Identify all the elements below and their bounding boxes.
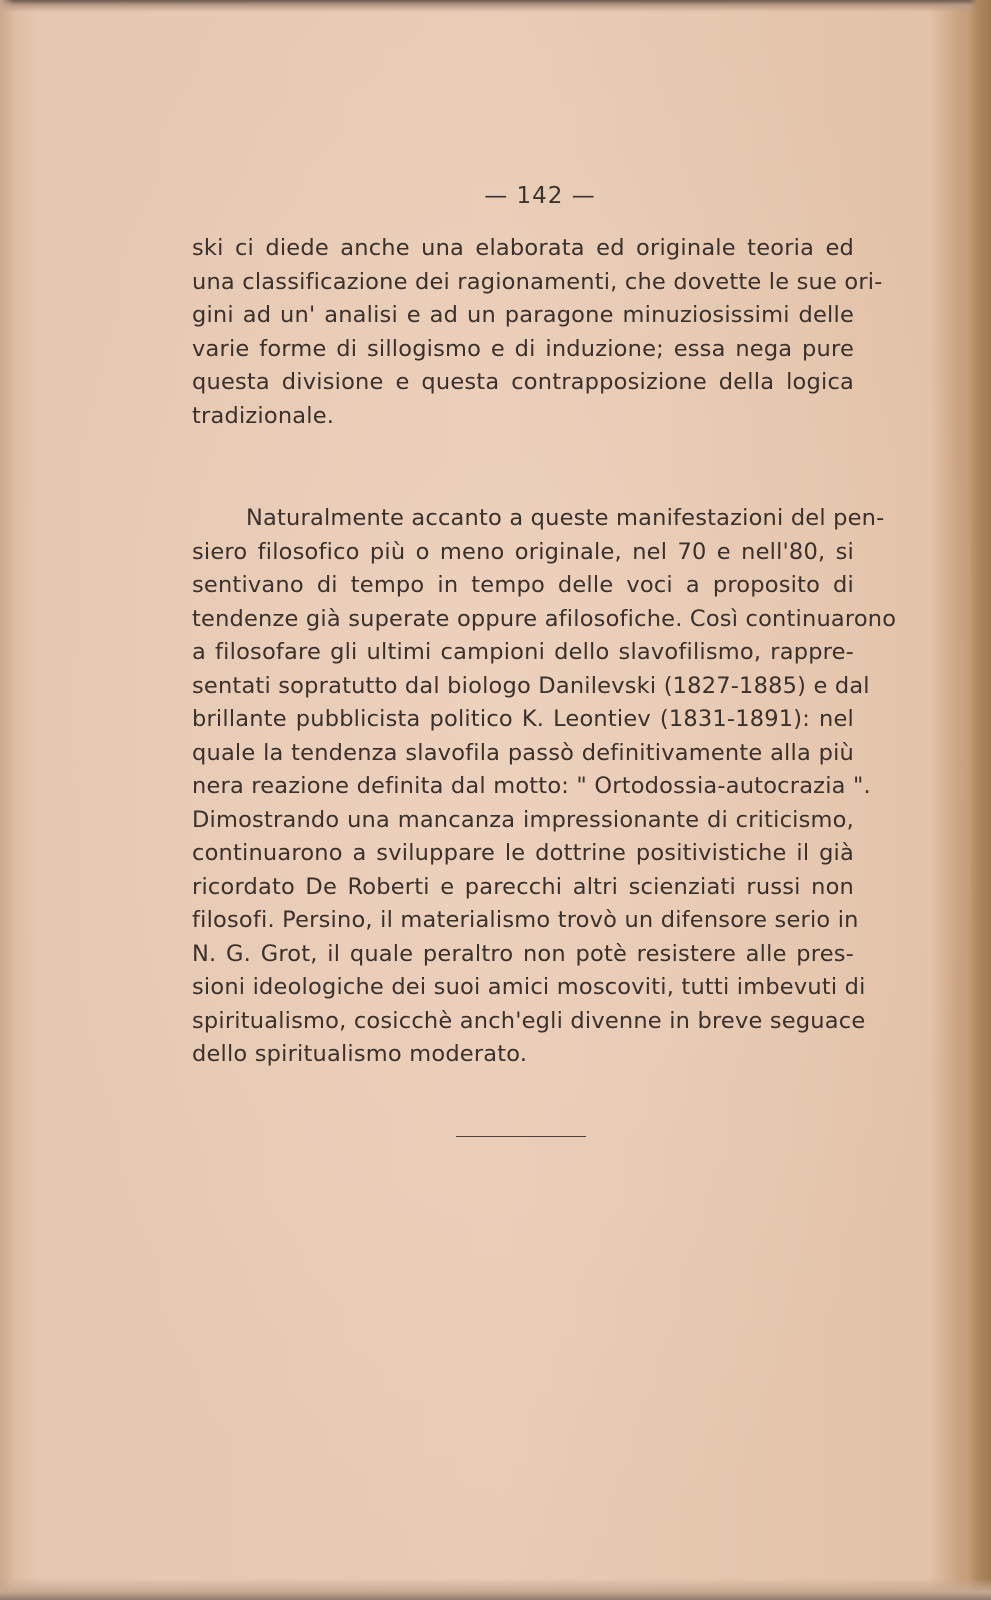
- text-line: filosofi. Persino, il materialismo trovò un difensore serio in: [192, 907, 859, 933]
- paragraph-2: [192, 502, 897, 1072]
- text-line: sentati sopratutto dal biologo Danilevski (1827-1885) e dal: [192, 672, 870, 699]
- text-line: sentivano di tempo in tempo delle voci a proposito di: [192, 572, 854, 598]
- text-line: quale la tendenza slavofila passò definitivamente alla più: [192, 739, 854, 766]
- text-line: a filosofare gli ultimi campioni dello slavofilismo, rappre-: [192, 639, 854, 665]
- text-line: tradizionale.: [192, 402, 335, 429]
- page-number: — 142 —: [484, 183, 596, 209]
- text-line: dello spiritualismo moderato.: [192, 1041, 528, 1067]
- top-page-shadow: [0, 0, 991, 12]
- text-line: una classificazione dei ragionamenti, che dovette le sue ori-: [192, 268, 883, 295]
- paragraph-1: [192, 232, 883, 433]
- text-line: tendenze già superate oppure afilosofiche. Così continuarono: [192, 605, 897, 632]
- text-line: ski ci diede anche una elaborata ed originale teoria ed: [192, 235, 854, 261]
- left-page-edge: [0, 0, 14, 1600]
- text-line: questa divisione e questa contrapposizione della logica: [192, 369, 854, 395]
- bottom-page-edge: [0, 1578, 991, 1600]
- right-page-edge: [969, 0, 991, 1600]
- text-line: Naturalmente accanto a queste manifestazioni del pen-: [246, 505, 885, 531]
- text-line: ricordato De Roberti e parecchi altri scienziati russi non: [192, 873, 854, 900]
- text-line: nera reazione definita dal motto: " Ortodossia-autocrazia ".: [192, 773, 871, 799]
- text-line: siero filosofico più o meno originale, nel 70 e nell'80, si: [192, 538, 854, 565]
- text-line: N. G. Grot, il quale peraltro non potè resistere alle pres-: [192, 940, 854, 967]
- section-divider-rule: [456, 1136, 586, 1137]
- text-line: varie forme di sillogismo e di induzione; essa nega pure: [192, 335, 854, 362]
- text-line: sioni ideologiche dei suoi amici moscoviti, tutti imbevuti di: [192, 974, 866, 1000]
- text-line: continuarono a sviluppare le dottrine positivistiche il già: [192, 840, 854, 866]
- text-line: Dimostrando una mancanza impressionante di criticismo,: [192, 806, 854, 833]
- text-line: brillante pubblicista politico K. Leontiev (1831-1891): nel: [192, 706, 854, 732]
- text-line: gini ad un' analisi e ad un paragone minuziosissimi delle: [192, 302, 854, 328]
- text-line: spiritualismo, cosicchè anch'egli divenne in breve seguace: [192, 1007, 866, 1034]
